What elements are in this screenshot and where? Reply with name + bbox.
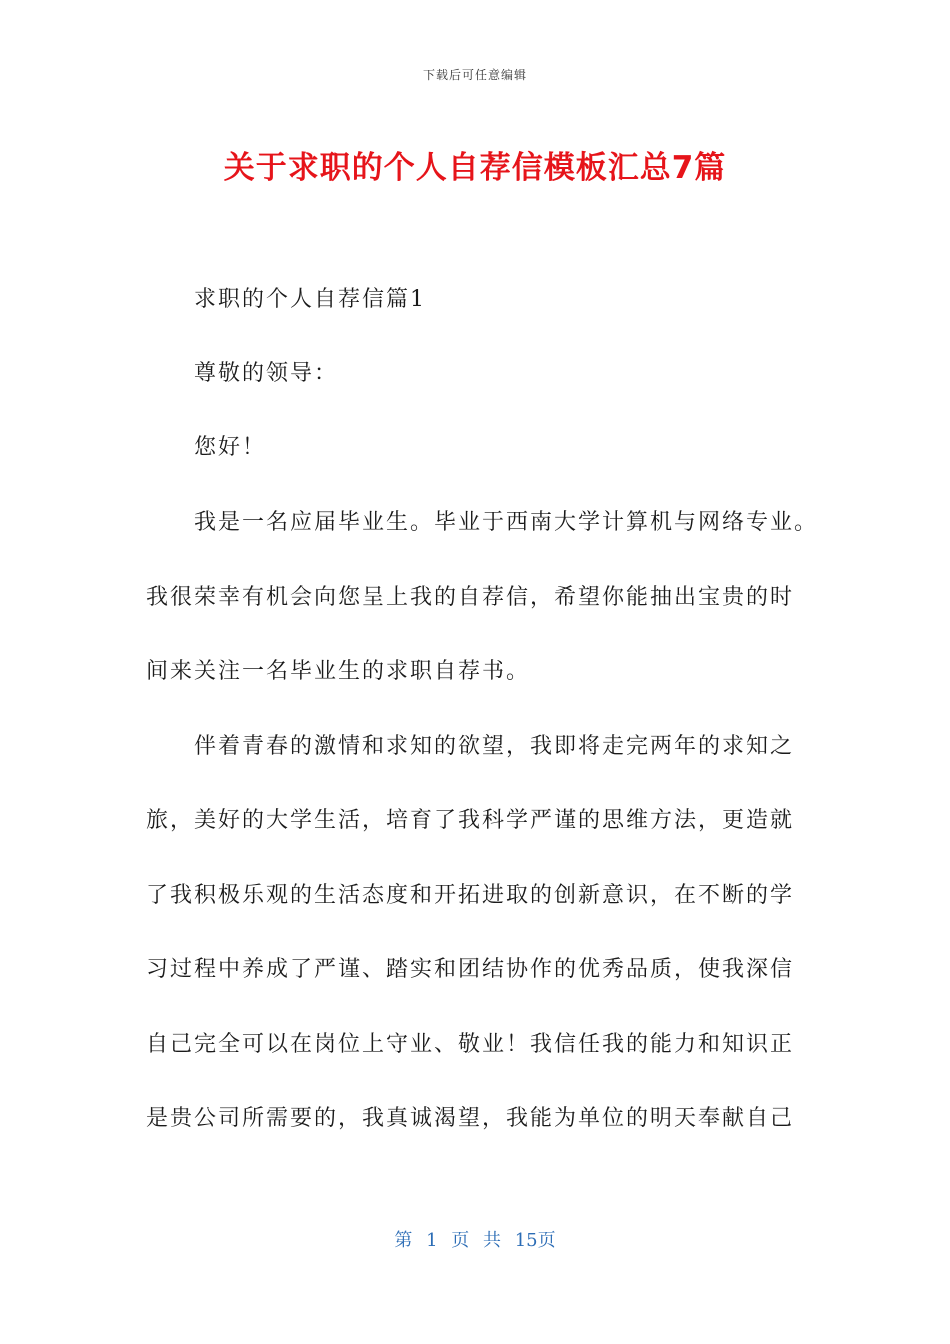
paragraph-line: 我是一名应届毕业生。毕业于西南大学计算机与网络专业。 <box>194 510 819 535</box>
paragraph-line: 是贵公司所需要的，我真诚渴望，我能为单位的明天奉献自己 <box>146 1106 795 1131</box>
paragraph-line: 旅，美好的大学生活，培育了我科学严谨的思维方法，更造就 <box>146 808 795 833</box>
paragraph-line: 伴着青春的激情和求知的欲望，我即将走完两年的求知之 <box>194 734 795 759</box>
page-indicator: 第 1 页 共 15页 <box>394 1230 556 1251</box>
paragraph-line: 自己完全可以在岗位上守业、敬业！我信任我的能力和知识正 <box>146 1032 795 1057</box>
section-heading: 求职的个人自荐信篇1 <box>194 287 426 312</box>
header-note: 下载后可任意编辑 <box>422 68 527 82</box>
greeting: 您好！ <box>194 435 267 460</box>
document-title: 关于求职的个人自荐信模板汇总7篇 <box>223 150 727 186</box>
salutation: 尊敬的领导： <box>194 361 339 386</box>
paragraph-line: 习过程中养成了严谨、踏实和团结协作的优秀品质，使我深信 <box>146 957 795 982</box>
paragraph-line: 间来关注一名毕业生的求职自荐书。 <box>146 659 531 684</box>
paragraph-line: 我很荣幸有机会向您呈上我的自荐信，希望你能抽出宝贵的时 <box>146 585 795 610</box>
paragraph-line: 了我积极乐观的生活态度和开拓进取的创新意识，在不断的学 <box>146 883 795 908</box>
